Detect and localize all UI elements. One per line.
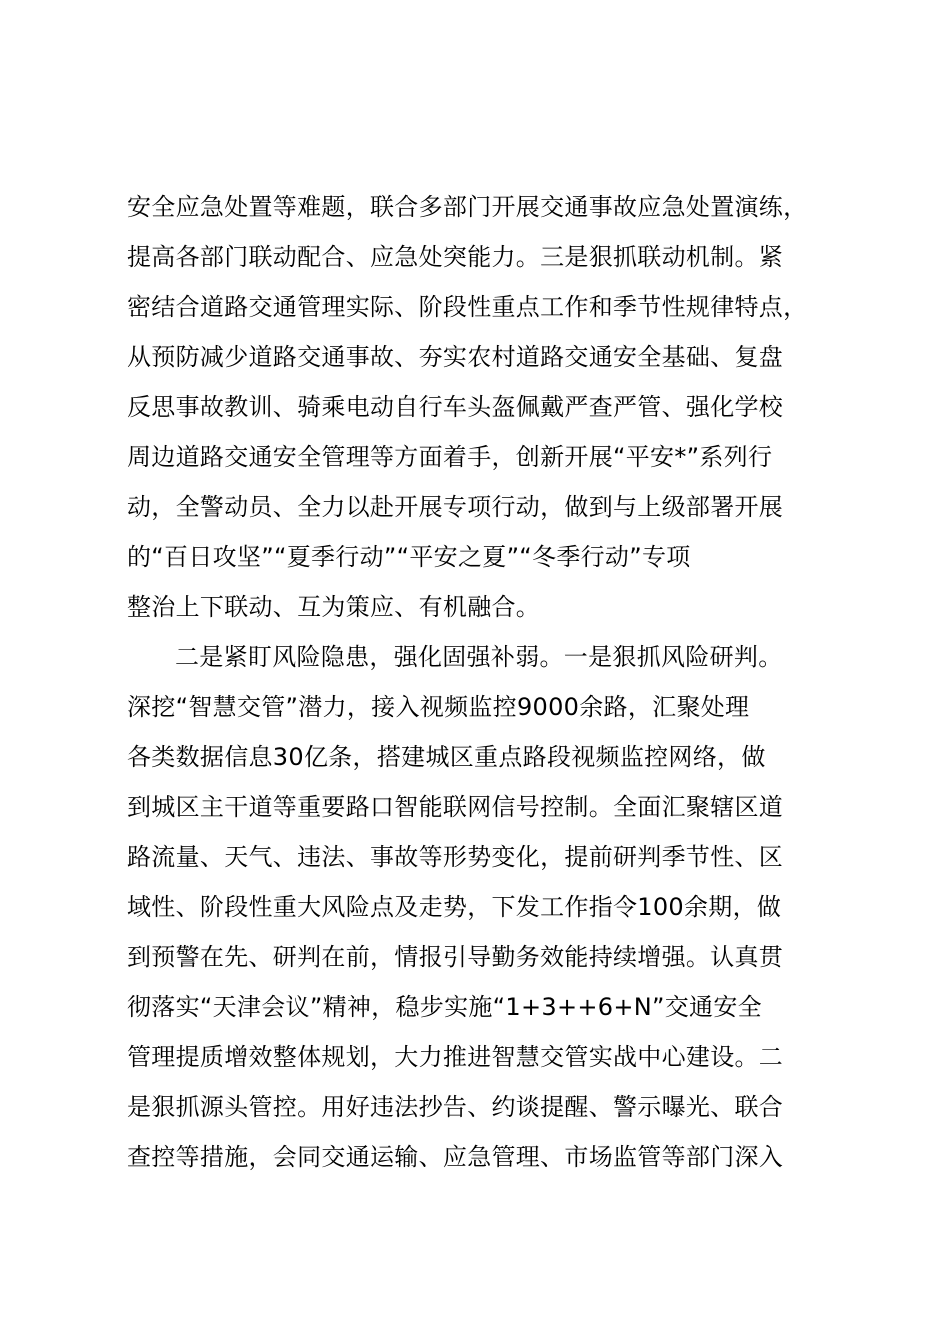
text-line: 彻落实“天津会议”精神，稳步实施“1+3++6+N”交通安全	[127, 993, 762, 1021]
text-line: 反思事故教训、骑乘电动自行车头盔佩戴严查严管、强化学校	[127, 393, 784, 421]
text-line: 提高各部门联动配合、应急处突能力。三是狠抓联动机制。紧	[127, 243, 784, 271]
text-line: 是狠抓源头管控。用好违法抄告、约谈提醒、警示曝光、联合	[127, 1093, 784, 1121]
text-line: 的“百日攻坚”“夏季行动”“平安之夏”“冬季行动”专项	[127, 543, 691, 571]
paragraph-start-line: 二是紧盯风险隐患，强化固强补弱。一是狠抓风险研判。	[175, 643, 783, 671]
text-line: 密结合道路交通管理实际、阶段性重点工作和季节性规律特点，	[127, 293, 808, 321]
text-line: 路流量、天气、违法、事故等形势变化，提前研判季节性、区	[127, 843, 784, 871]
text-line: 从预防减少道路交通事故、夯实农村道路交通安全基础、复盘	[127, 343, 784, 371]
text-line: 动，全警动员、全力以赴开展专项行动，做到与上级部署开展	[127, 493, 784, 521]
body-text	[127, 182, 837, 1182]
text-line: 到预警在先、研判在前，情报引导勤务效能持续增强。认真贯	[127, 943, 784, 971]
text-line: 周边道路交通安全管理等方面着手，创新开展“平安*”系列行	[127, 443, 773, 471]
text-line: 安全应急处置等难题，联合多部门开展交通事故应急处置演练，	[127, 193, 808, 221]
text-line: 域性、阶段性重大风险点及走势，下发工作指令100余期，做	[127, 893, 782, 921]
text-line: 各类数据信息30亿条，搭建城区重点路段视频监控网络，做	[127, 743, 766, 771]
text-line: 深挖“智慧交管”潜力，接入视频监控9000余路，汇聚处理	[127, 693, 750, 721]
text-line: 管理提质增效整体规划，大力推进智慧交管实战中心建设。二	[127, 1043, 784, 1071]
text-line: 整治上下联动、互为策应、有机融合。	[127, 593, 541, 621]
text-line: 查控等措施，会同交通运输、应急管理、市场监管等部门深入	[127, 1143, 784, 1171]
text-line: 到城区主干道等重要路口智能联网信号控制。全面汇聚辖区道	[127, 793, 784, 821]
